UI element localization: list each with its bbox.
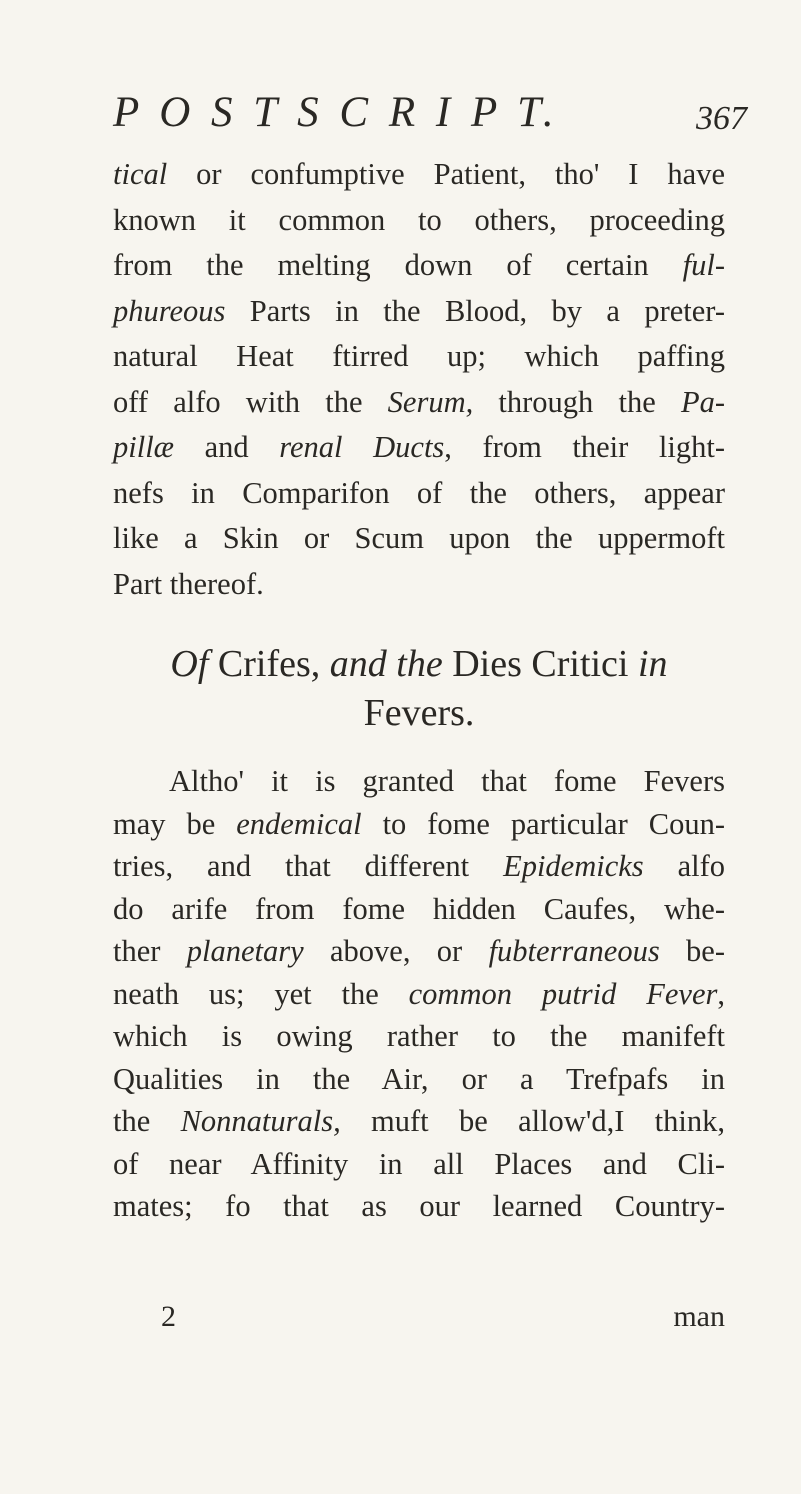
text-run: may be	[113, 806, 237, 841]
paragraph-fevers	[113, 760, 725, 1228]
italic-word: renal Ducts	[279, 430, 445, 464]
text-run: Parts in the Blood, by a preter-	[225, 293, 725, 328]
text-line	[113, 380, 725, 426]
paragraph-continuation	[113, 152, 725, 607]
text-run: Qualities in the Air, or a Trefpafs in	[113, 1061, 725, 1096]
text-run: known it common to others, proceeding	[113, 202, 725, 237]
text-line	[113, 198, 725, 244]
text-line	[113, 760, 725, 803]
text-run: do arife from fome hidden Caufes, whe-	[113, 891, 725, 926]
running-head	[113, 88, 747, 158]
italic-word: fubterraneous	[488, 934, 660, 968]
text-run: to fome particular Coun-	[361, 806, 725, 841]
text-line	[113, 289, 725, 335]
page-number: 367	[696, 100, 747, 137]
italic-word: tical	[113, 157, 168, 191]
catchword: man	[673, 1300, 725, 1333]
text-run: natural Heat ftirred up; which paffing	[113, 339, 725, 373]
italic-word: in	[638, 643, 668, 685]
text-line	[113, 243, 725, 289]
text-run: ther	[113, 934, 187, 968]
text-line	[113, 888, 725, 931]
section-heading	[113, 640, 725, 738]
text-line	[113, 562, 725, 608]
text-line	[113, 930, 725, 973]
text-line	[113, 425, 725, 471]
text-run: Altho' it is granted that fome Fevers	[169, 764, 725, 798]
text-line	[113, 1143, 725, 1186]
text-line	[113, 516, 725, 562]
text-run: the	[113, 1104, 181, 1138]
italic-word: endemical	[236, 806, 362, 841]
text-run: Crifes,	[208, 643, 330, 685]
text-run: like a Skin or Scum upon the uppermoft	[113, 521, 725, 555]
text-line	[113, 1058, 725, 1101]
italic-word: Serum,	[387, 384, 474, 419]
text-line	[113, 973, 725, 1016]
italic-word: pillæ	[113, 430, 175, 464]
text-run: ,	[717, 976, 725, 1011]
text-run: through the	[473, 384, 681, 419]
text-run: mates; fo that as our learned Country-	[113, 1189, 725, 1223]
text-run: or confumptive Patient, tho' I have	[167, 157, 725, 191]
text-line	[113, 845, 725, 888]
text-line	[113, 1015, 725, 1058]
page-footer	[113, 1300, 725, 1350]
text-line	[113, 152, 725, 198]
heading-line	[113, 640, 725, 689]
italic-word: ful-	[682, 248, 725, 282]
text-run: from the melting down of certain	[113, 248, 683, 282]
signature-mark: 2	[161, 1300, 176, 1333]
text-run: tries, and that different	[113, 849, 504, 883]
text-run: Part thereof.	[113, 566, 264, 601]
text-line	[113, 1185, 725, 1228]
text-run: neath us; yet the	[113, 976, 409, 1011]
text-run: above, or	[303, 934, 489, 968]
text-line	[113, 1100, 725, 1143]
italic-word: Pa-	[680, 384, 725, 419]
text-line	[113, 471, 725, 517]
text-run: which is owing rather to the manifeft	[113, 1019, 725, 1053]
italic-word: and the	[329, 643, 443, 685]
text-line	[113, 803, 725, 846]
italic-word: planetary	[186, 934, 304, 968]
running-head-title: P O S T S C R I P T.	[113, 89, 559, 136]
italic-word: common putrid Fever	[408, 976, 718, 1011]
text-run: Dies Critici	[442, 643, 638, 685]
italic-word: Nonnaturals,	[180, 1104, 341, 1138]
text-run: nefs in Comparifon of the others, appear	[113, 475, 725, 510]
text-run: alfo	[643, 849, 725, 883]
text-run: of near Affinity in all Places and Cli-	[113, 1146, 725, 1181]
text-run: and	[174, 430, 280, 464]
heading-line: Fevers.	[363, 692, 475, 734]
text-run: be-	[659, 934, 725, 968]
text-run: off alfo with the	[113, 384, 388, 419]
italic-word: phureous	[113, 293, 226, 328]
text-run: , from their light-	[444, 430, 725, 464]
text-run: muft be allow'd,I think,	[340, 1104, 725, 1138]
italic-word: Of	[170, 643, 209, 685]
italic-word: Epidemicks	[503, 849, 644, 883]
text-line	[113, 334, 725, 380]
